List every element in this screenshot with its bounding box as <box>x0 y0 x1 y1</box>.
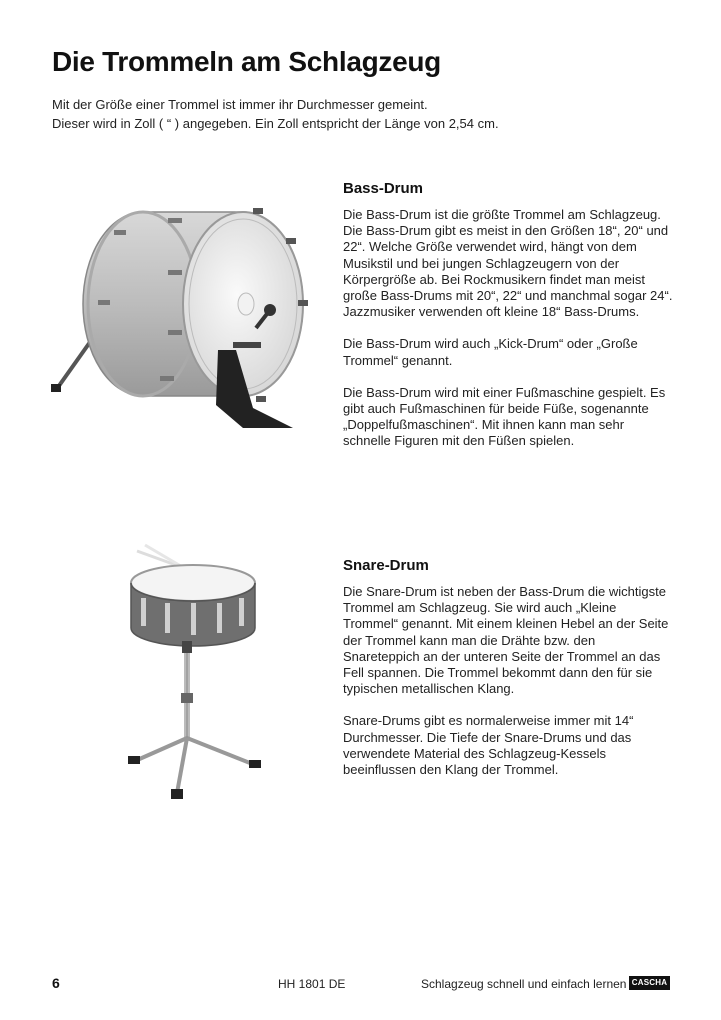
snare-drum-image <box>125 543 270 805</box>
snare-drum-heading: Snare-Drum <box>343 557 429 574</box>
intro-line: Dieser wird in Zoll ( “ ) angegeben. Ein Zoll entspricht der Länge von 2,54 cm. <box>52 116 499 131</box>
intro-text <box>52 95 612 133</box>
paragraph: Die Snare-Drum ist neben der Bass-Drum die wichtigste Trommel am Schlagzeug. Sie wird auch „Kleine Trommel“ genannt. Mit einem kleinen Hebel an der Seite der Trommel kann man die Drähte bzw. den Snareteppich an der unteren Seite der Trommel an das Fell spannen. Die Trommel bekommt dann den für sie typischen metallischen Klang. <box>343 584 669 697</box>
paragraph: Die Bass-Drum ist die größte Trommel am Schlagzeug. Die Bass-Drum gibt es meist in den Größen 18“, 20“ und 22“. Welche Größe verwendet wird, hängt von dem Musikstil und bei jungen Schlagzeugern von der Körpergröße ab. Bei Rockmusikern findet man meist große Bass-Drums mit 20“, 22“ und manchmal sogar 24“. Jazzmusiker verwenden oft kleine 18“ Bass-Drums. <box>343 207 673 320</box>
product-code: HH 1801 DE <box>278 977 346 991</box>
bass-drum-image <box>48 200 318 435</box>
publisher-logo: CASCHA <box>629 976 670 990</box>
intro-line: Mit der Größe einer Trommel ist immer ihr Durchmesser gemeint. <box>52 97 428 112</box>
bass-drum-heading: Bass-Drum <box>343 180 424 197</box>
bass-drum-text <box>343 207 673 466</box>
paragraph: Die Bass-Drum wird mit einer Fußmaschine gespielt. Es gibt auch Fußmaschinen für beide Füße, sogenannte „Doppelfußmaschinen“. Mit ihnen kann man sehr schnelle Figuren mit den Füßen spielen. <box>343 384 666 449</box>
snare-drum-text <box>343 584 673 794</box>
page-title: Die Trommeln am Schlagzeug <box>52 46 441 77</box>
series-title: Schlagzeug schnell und einfach lernen <box>421 977 627 991</box>
page-number: 6 <box>52 975 60 991</box>
paragraph: Die Bass-Drum wird auch „Kick-Drum“ oder „Große Trommel“ genannt. <box>343 336 638 368</box>
paragraph: Snare-Drums gibt es normalerweise immer mit 14“ Durchmesser. Die Tiefe der Snare-Drums und das verwendete Material des Schlagzeug-Kessels beeinflussen den Klang der Trommel. <box>343 713 634 778</box>
